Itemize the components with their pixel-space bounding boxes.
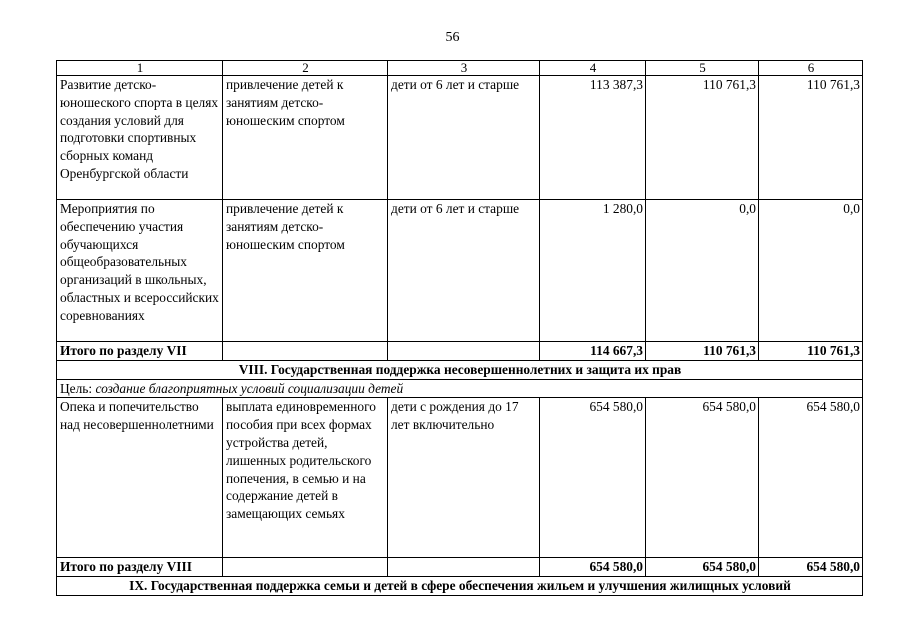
column-number: 4: [540, 61, 646, 76]
empty-cell: [388, 558, 540, 577]
goal-prefix: Цель:: [60, 380, 96, 396]
column-number-row: [57, 61, 863, 76]
goal-text: создание благоприятных условий социализации детей: [95, 380, 404, 396]
value-cell-col5: 110 761,3: [646, 76, 759, 200]
column-number: 5: [646, 61, 759, 76]
section-total-row: [57, 558, 863, 577]
activity-cell: Мероприятия по обеспечению участия обучающихся общеобразовательных организаций в школьных, областных и всероссийских соревнованиях: [57, 200, 223, 342]
total-label: Итого по разделу VIII: [57, 558, 223, 577]
target-group-cell: дети с рождения до 17 лет включительно: [388, 398, 540, 558]
empty-cell: [388, 342, 540, 361]
value-cell-col4: 113 387,3: [540, 76, 646, 200]
value-cell-col6: 110 761,3: [759, 76, 863, 200]
total-value-col6: 654 580,0: [759, 558, 863, 577]
page-number: 56: [445, 30, 460, 45]
section-title: IX. Государственная поддержка семьи и детей в сфере обеспечения жильем и улучшения жилищных условий: [57, 577, 863, 596]
value-cell-col5: 654 580,0: [646, 398, 759, 558]
direction-cell: привлечение детей к занятиям детско-юношеским спортом: [223, 76, 388, 200]
direction-cell: привлечение детей к занятиям детско-юношеским спортом: [223, 200, 388, 342]
column-number: 1: [57, 61, 223, 76]
total-value-col4: 114 667,3: [540, 342, 646, 361]
program-table: [56, 60, 863, 596]
goal-row: [57, 379, 863, 398]
section-header-row: [57, 360, 863, 379]
empty-cell: [223, 342, 388, 361]
total-value-col5: 110 761,3: [646, 342, 759, 361]
value-cell-col5: 0,0: [646, 200, 759, 342]
activity-cell: Развитие детско-юношеского спорта в целях создания условий для подготовки спортивных сборных команд Оренбургской области: [57, 76, 223, 200]
direction-cell: выплата единовременного пособия при всех формах устройства детей, лишенных родительского попечения, в семью и на содержание детей в замещающих семьях: [223, 398, 388, 558]
table-row: [57, 398, 863, 558]
column-number: 2: [223, 61, 388, 76]
total-value-col5: 654 580,0: [646, 558, 759, 577]
table-row: [57, 76, 863, 200]
column-number: 6: [759, 61, 863, 76]
column-number: 3: [388, 61, 540, 76]
total-value-col6: 110 761,3: [759, 342, 863, 361]
total-label: Итого по разделу VII: [57, 342, 223, 361]
value-cell-col6: 654 580,0: [759, 398, 863, 558]
section-header-row: [57, 577, 863, 596]
section-total-row: [57, 342, 863, 361]
section-goal: [57, 379, 863, 398]
activity-cell: Опека и попечительство над несовершеннолетними: [57, 398, 223, 558]
value-cell-col4: 1 280,0: [540, 200, 646, 342]
section-title: VIII. Государственная поддержка несовершеннолетних и защита их прав: [57, 360, 863, 379]
value-cell-col6: 0,0: [759, 200, 863, 342]
total-value-col4: 654 580,0: [540, 558, 646, 577]
target-group-cell: дети от 6 лет и старше: [388, 76, 540, 200]
value-cell-col4: 654 580,0: [540, 398, 646, 558]
table-row: [57, 200, 863, 342]
empty-cell: [223, 558, 388, 577]
target-group-cell: дети от 6 лет и старше: [388, 200, 540, 342]
